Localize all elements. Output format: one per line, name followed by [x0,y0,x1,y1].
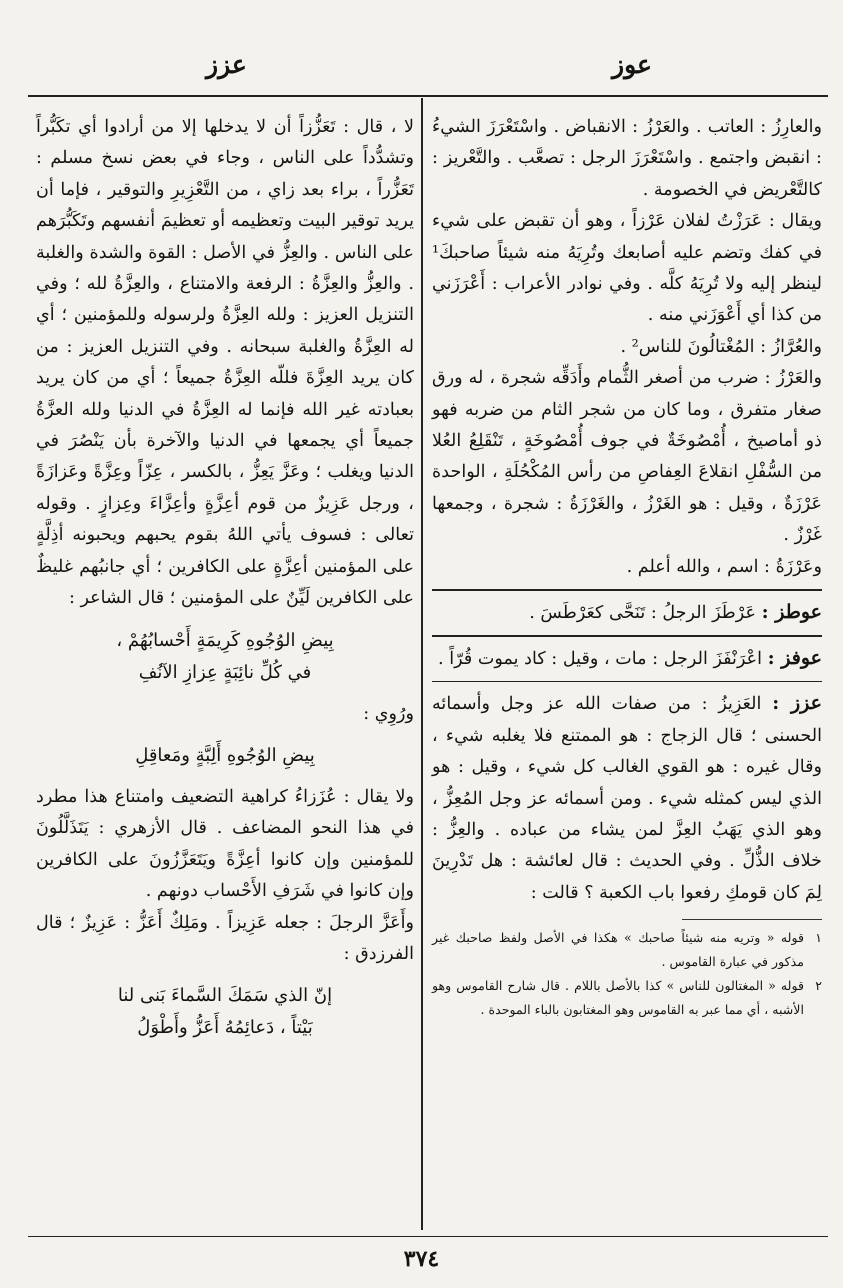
paragraph: والعَرْزُ : ضرب من أصغر الثُّمام وأَدَقِّه شجرة ، له ورق صغار متفرق ، وما كان من شجر الثام من ضربه فهو ذو أماصيخ ، أُمْصُوخَةٌ في جوف أُمْصُوخَةٍ ، تَنْقَلِعُ العُلا من السُّفْلِ انقلاعَ العِفاصِ من رأس المُكْحُلَةِ ، الواحدة عَرْزَةٌ ، وقيل : هو الغَرْزُ ، والغَرْزَةُ : شجرة ، وجمعها غَرْزٌ . [432,368,822,546]
paragraph: وأَعَزَّ الرجلَ : جعله عَزِيزاً . ومَلِكٌ أَعَزُّ : عَزِيزٌ ؛ قال الفرزدق : [36,912,414,964]
column-divider [421,98,423,1230]
footnote-number: ٢ [815,978,822,994]
bottom-rule [28,1236,828,1237]
entry-azz [432,688,822,909]
footnote [432,974,822,1022]
paragraph: والعارِزُ : العاتب . والعَرْزُ : الانقباض . واسْتَعْرَزَ الشيءُ : انقبض واجتمع . واسْتَعْرَزَ الرجل : تصعَّب . والتَّعْريز : كالتَّعْريض في الخصومة . [432,117,822,200]
entry-separator [432,681,822,683]
footnote-text: قوله « وتريه منه شيئاً صاحبك » هكذا في الأصل ولفظ صاحبك غير مذكور في عبارة القاموس . [432,930,804,970]
paragraph: ورُوِي : [363,703,414,724]
verse-hemistich: بَيْتاً ، دَعائِمُهُ أَعَزُّ وأَطْوَلُ [137,1017,313,1039]
footnote-number: ١ [815,930,822,946]
paragraph: ويقال : عَرَزْتُ لفلان عَرْزاً ، وهو أن تقبض على شيء في كفك وتضم عليه أصابعك وتُرِيَهُ منه شيئاً صاحبكَ¹ لينظر إليه ولا تُرِيَهُ كلَّه . وفي نوادر الأعراب : أَعْرَزَني من كذا أي أَعْوَزَني منه . [432,211,822,326]
headword: عوطز : [761,600,822,623]
top-rule [28,95,828,97]
headword: عوفز : [767,646,822,669]
paragraph: ولا يقال : عُزَزاءُ كراهية التضعيف وامتناع هذا مطرد في هذا النحو المضاعف . قال الأزهري : يَتَذَلَّلُونَ للمؤمنين وإن كانوا أعِزَّةً ويَتَعَزَّزُونَ على الكافرين وإن كانوا في شَرَفِ الأَحْساب دونهم . [36,786,414,902]
headword: عزز : [772,692,822,715]
footnote [432,926,822,974]
running-header-left: عزز [206,50,247,79]
paragraph: وعَرْزَةُ : اسم ، والله أعلم . [626,556,822,577]
entry-text: عَرْطَزَ الرجلُ : تَنَحَّى كعَرْطَسَ . [529,602,757,623]
verse-hemistich: بِيضِ الوُجُوهِ كَرِيمَةٍ أَحْسابُهُمْ ، [116,629,334,651]
entry-text: اعْرَنْفَزَ الرجل : مات ، وقيل : كاد يموت قُرّاً . [438,648,763,669]
footnote-rule [682,919,822,920]
entry-separator [432,589,822,591]
verse-hemistich: بِيضِ الوُجُوهِ أَلِبَّةٍ ومَعاقِلِ [135,744,315,766]
paragraph: والعُرَّازُ : المُغْتالُونَ للناس² . [620,336,822,357]
poetry-verse [36,625,414,689]
entry-text: العَزِيزُ : من صفات الله عز وجل وأسمائه الحسنى ؛ قال الزجاج : هو الممتنع فلا يغلبه شيء ، وقال غيره : هو القوي الغالب كل شيء ، وقيل : هو الذي ليس كمثله شيء . ومن أسمائه عز وجل المُعِزُّ ، وهو الذي يَهَبُ العِزَّ لمن يشاء من عباده . والعِزُّ : خلاف الذُّلِّ . وفي الحديث : قال لعائشة : هل تَدْرِينَ لِمَ كان قومكِ رفعوا باب الكعبة ؟ قالت : [432,694,822,903]
paragraph: لا ، قال : تَعَزُّزاً أن لا يدخلها إلا من أرادوا أي تكَبُّراً وتشدُّداً على الناس ، وجاء في بعض نسخ مسلم : تَعَزُّراً ، براء بعد زاي ، من التَّعْزِيرِ والتوقير ، فإما أن يريد توقير البيت وتعظيمه أو تعظيمَ أنفسهم وتَكَبُّرَهم على الناس . والعِزُّ في الأصل : القوة والشدة والغلبة . والعِزُّ والعِزَّةُ : الرفعة والامتناع ، والعِزَّةُ لله ؛ وفي التنزيل العزيز : ولله العِزَّةُ ولرسوله وللمؤمنين ؛ أي له العِزَّةُ والغلبة سبحانه . وفي التنزيل العزيز : من كان يريد العِزَّةَ فللّه العِزَّةُ جميعاً ؛ أي من كان يريد بعبادته غير الله فإنما له العِزَّةُ في الدنيا ولله العزَّةُ جميعاً أي يجمعها في الدنيا والآخرة بأن يَنْصُرَ في الدنيا ويغلب ؛ وعَزَّ يَعِزُّ ، بالكسر ، عِزّاً وعِزَّةً وعَزازَةً ، ورجل عَزِيزٌ من قوم أعِزَّةٍ وأعِزَّاءَ وعِزازٍ . وقوله تعالى : فسوف يأتي اللهُ بقوم يحبهم ويحبونه أذِلَّةٍ على المؤمنين أعِزَّةٍ على الكافرين ؛ أي جانبُهم غليظٌ على الكافرين لَيِّنٌ على المؤمنين ؛ قال الشاعر : [36,117,414,609]
right-column [432,112,822,1022]
entry-separator [432,635,822,637]
verse-hemistich: إنّ الذي سَمَكَ السَّماءَ بَنى لنا [117,985,333,1007]
left-column [36,112,414,1054]
page-number: ٣٧٤ [403,1246,440,1272]
poetry-verse [36,980,414,1044]
running-header-right: عوز [612,50,652,79]
verse-hemistich: في كُلِّ نائِبَةٍ عِزازِ الآنُفِ [138,661,312,683]
poetry-verse [36,740,414,772]
entry-awfaz [432,643,822,675]
entry-awtaz [432,597,822,629]
footnote-text: قوله « المغتالون للناس » كذا بالأصل باللام . قال شارح القاموس وهو الأشبه ، أي مما عبر به القاموس وهو المغتابون بالباء الموحدة . [432,978,804,1018]
